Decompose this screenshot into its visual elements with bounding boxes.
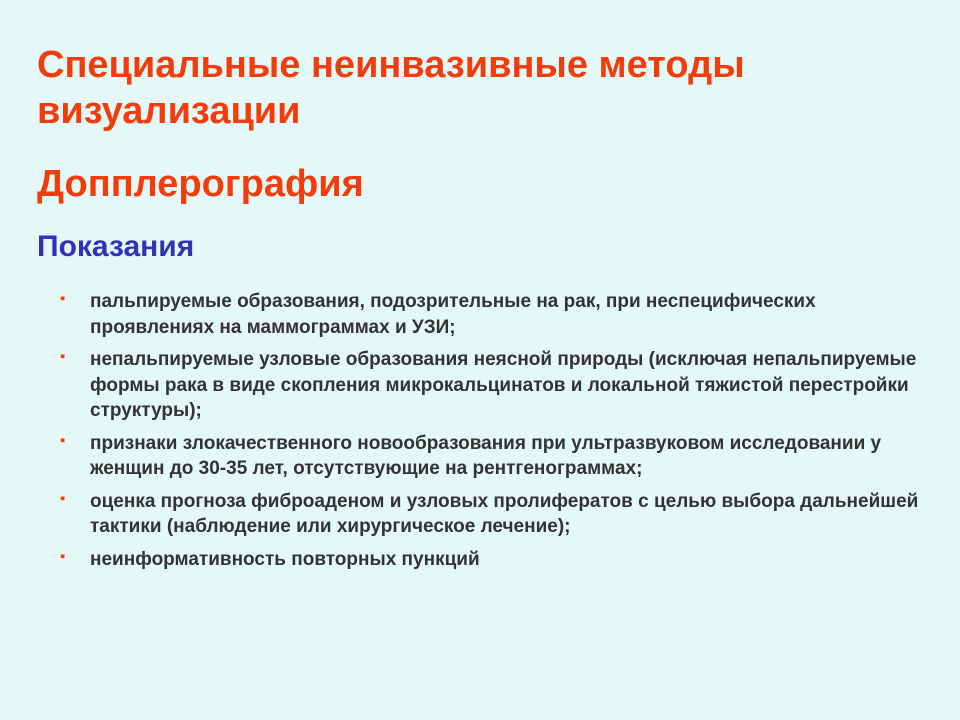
- list-item: [58, 347, 928, 424]
- bullet-icon: ▪: [60, 431, 66, 449]
- slide-title: Специальные неинвазивные методы визуализации: [37, 44, 745, 132]
- list-item: [58, 489, 928, 540]
- list-item-text: признаки злокачественного новообразования при ультразвуковом исследовании у женщин до 30-35 лет, отсутствующие на рентгенограммах;: [90, 432, 882, 479]
- list-item-text: оценка прогноза фиброаденом и узловых пролифератов с целью выбора дальнейшей тактики (наблюдение или хирургическое лечение);: [90, 490, 919, 537]
- list-item: [58, 547, 928, 573]
- list-item-text: неинформативность повторных пункций: [90, 548, 480, 570]
- bullet-icon: ▪: [60, 489, 66, 507]
- bullet-icon: ▪: [60, 547, 66, 565]
- indications-list: [58, 289, 928, 579]
- list-item-text: непальпируемые узловые образования неясной природы (исключая непальпируемые формы рака в виде скопления микрокальцинатов и локальной тяжистой перестройки структуры);: [90, 349, 917, 421]
- list-item: [58, 431, 928, 482]
- list-item: [58, 289, 928, 340]
- bullet-icon: ▪: [60, 348, 66, 365]
- section-heading: Показания: [37, 230, 195, 263]
- list-item-text: пальпируемые образования, подозрительные на рак, при неспецифических проявлениях на маммограммах и УЗИ;: [90, 291, 816, 338]
- slide-subtitle: Допплерография: [37, 163, 364, 205]
- bullet-icon: ▪: [60, 290, 66, 307]
